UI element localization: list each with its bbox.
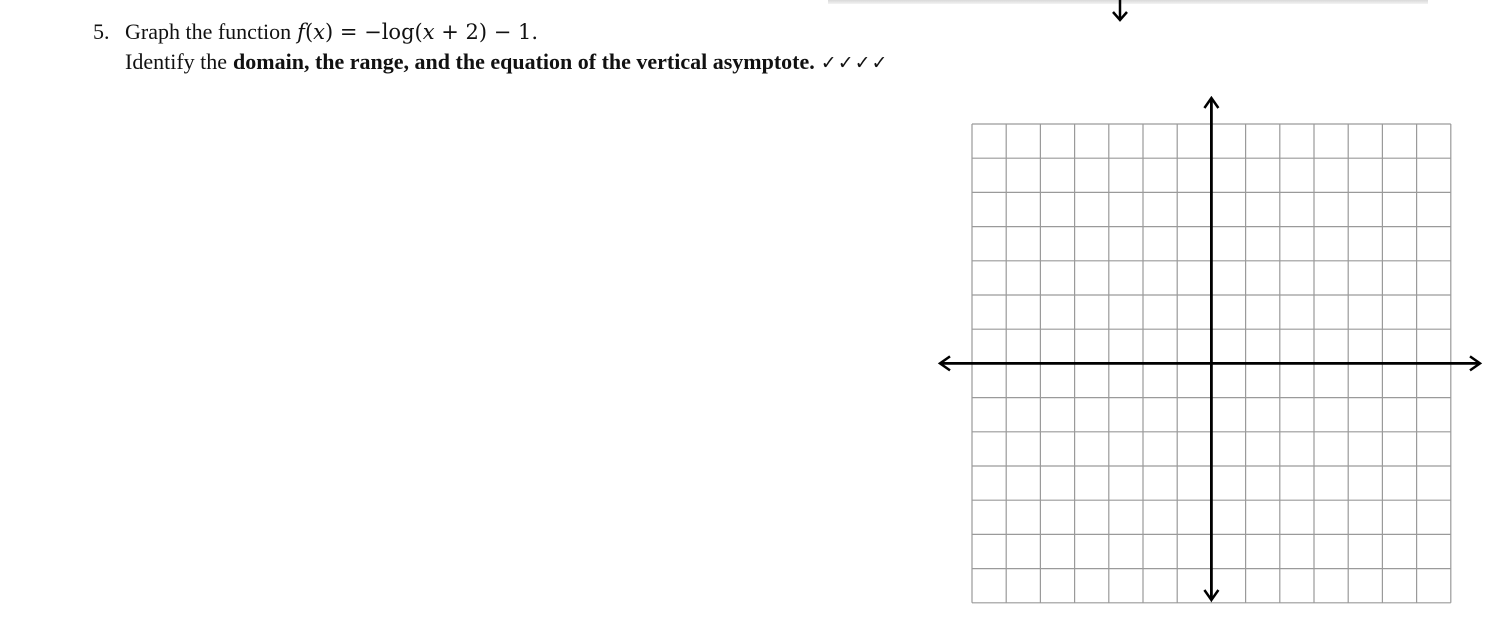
question-number: 5. xyxy=(93,19,110,44)
question-5 xyxy=(93,17,888,78)
question-prompt: Graph the function xyxy=(125,19,292,44)
question-line-1 xyxy=(93,17,888,47)
arrow-down-icon xyxy=(1110,0,1130,24)
identify-targets: domain, the range, and the equation of the vertical asymptote. xyxy=(233,49,815,74)
identify-prefix: Identify the xyxy=(125,49,228,74)
question-line-2 xyxy=(93,47,888,78)
coordinate-grid xyxy=(936,96,1485,606)
mark-checks: ✓✓✓✓ xyxy=(820,52,889,74)
function-expression: 𝑓(𝑥) = −log(𝑥 + 2) − 1. xyxy=(297,20,539,44)
